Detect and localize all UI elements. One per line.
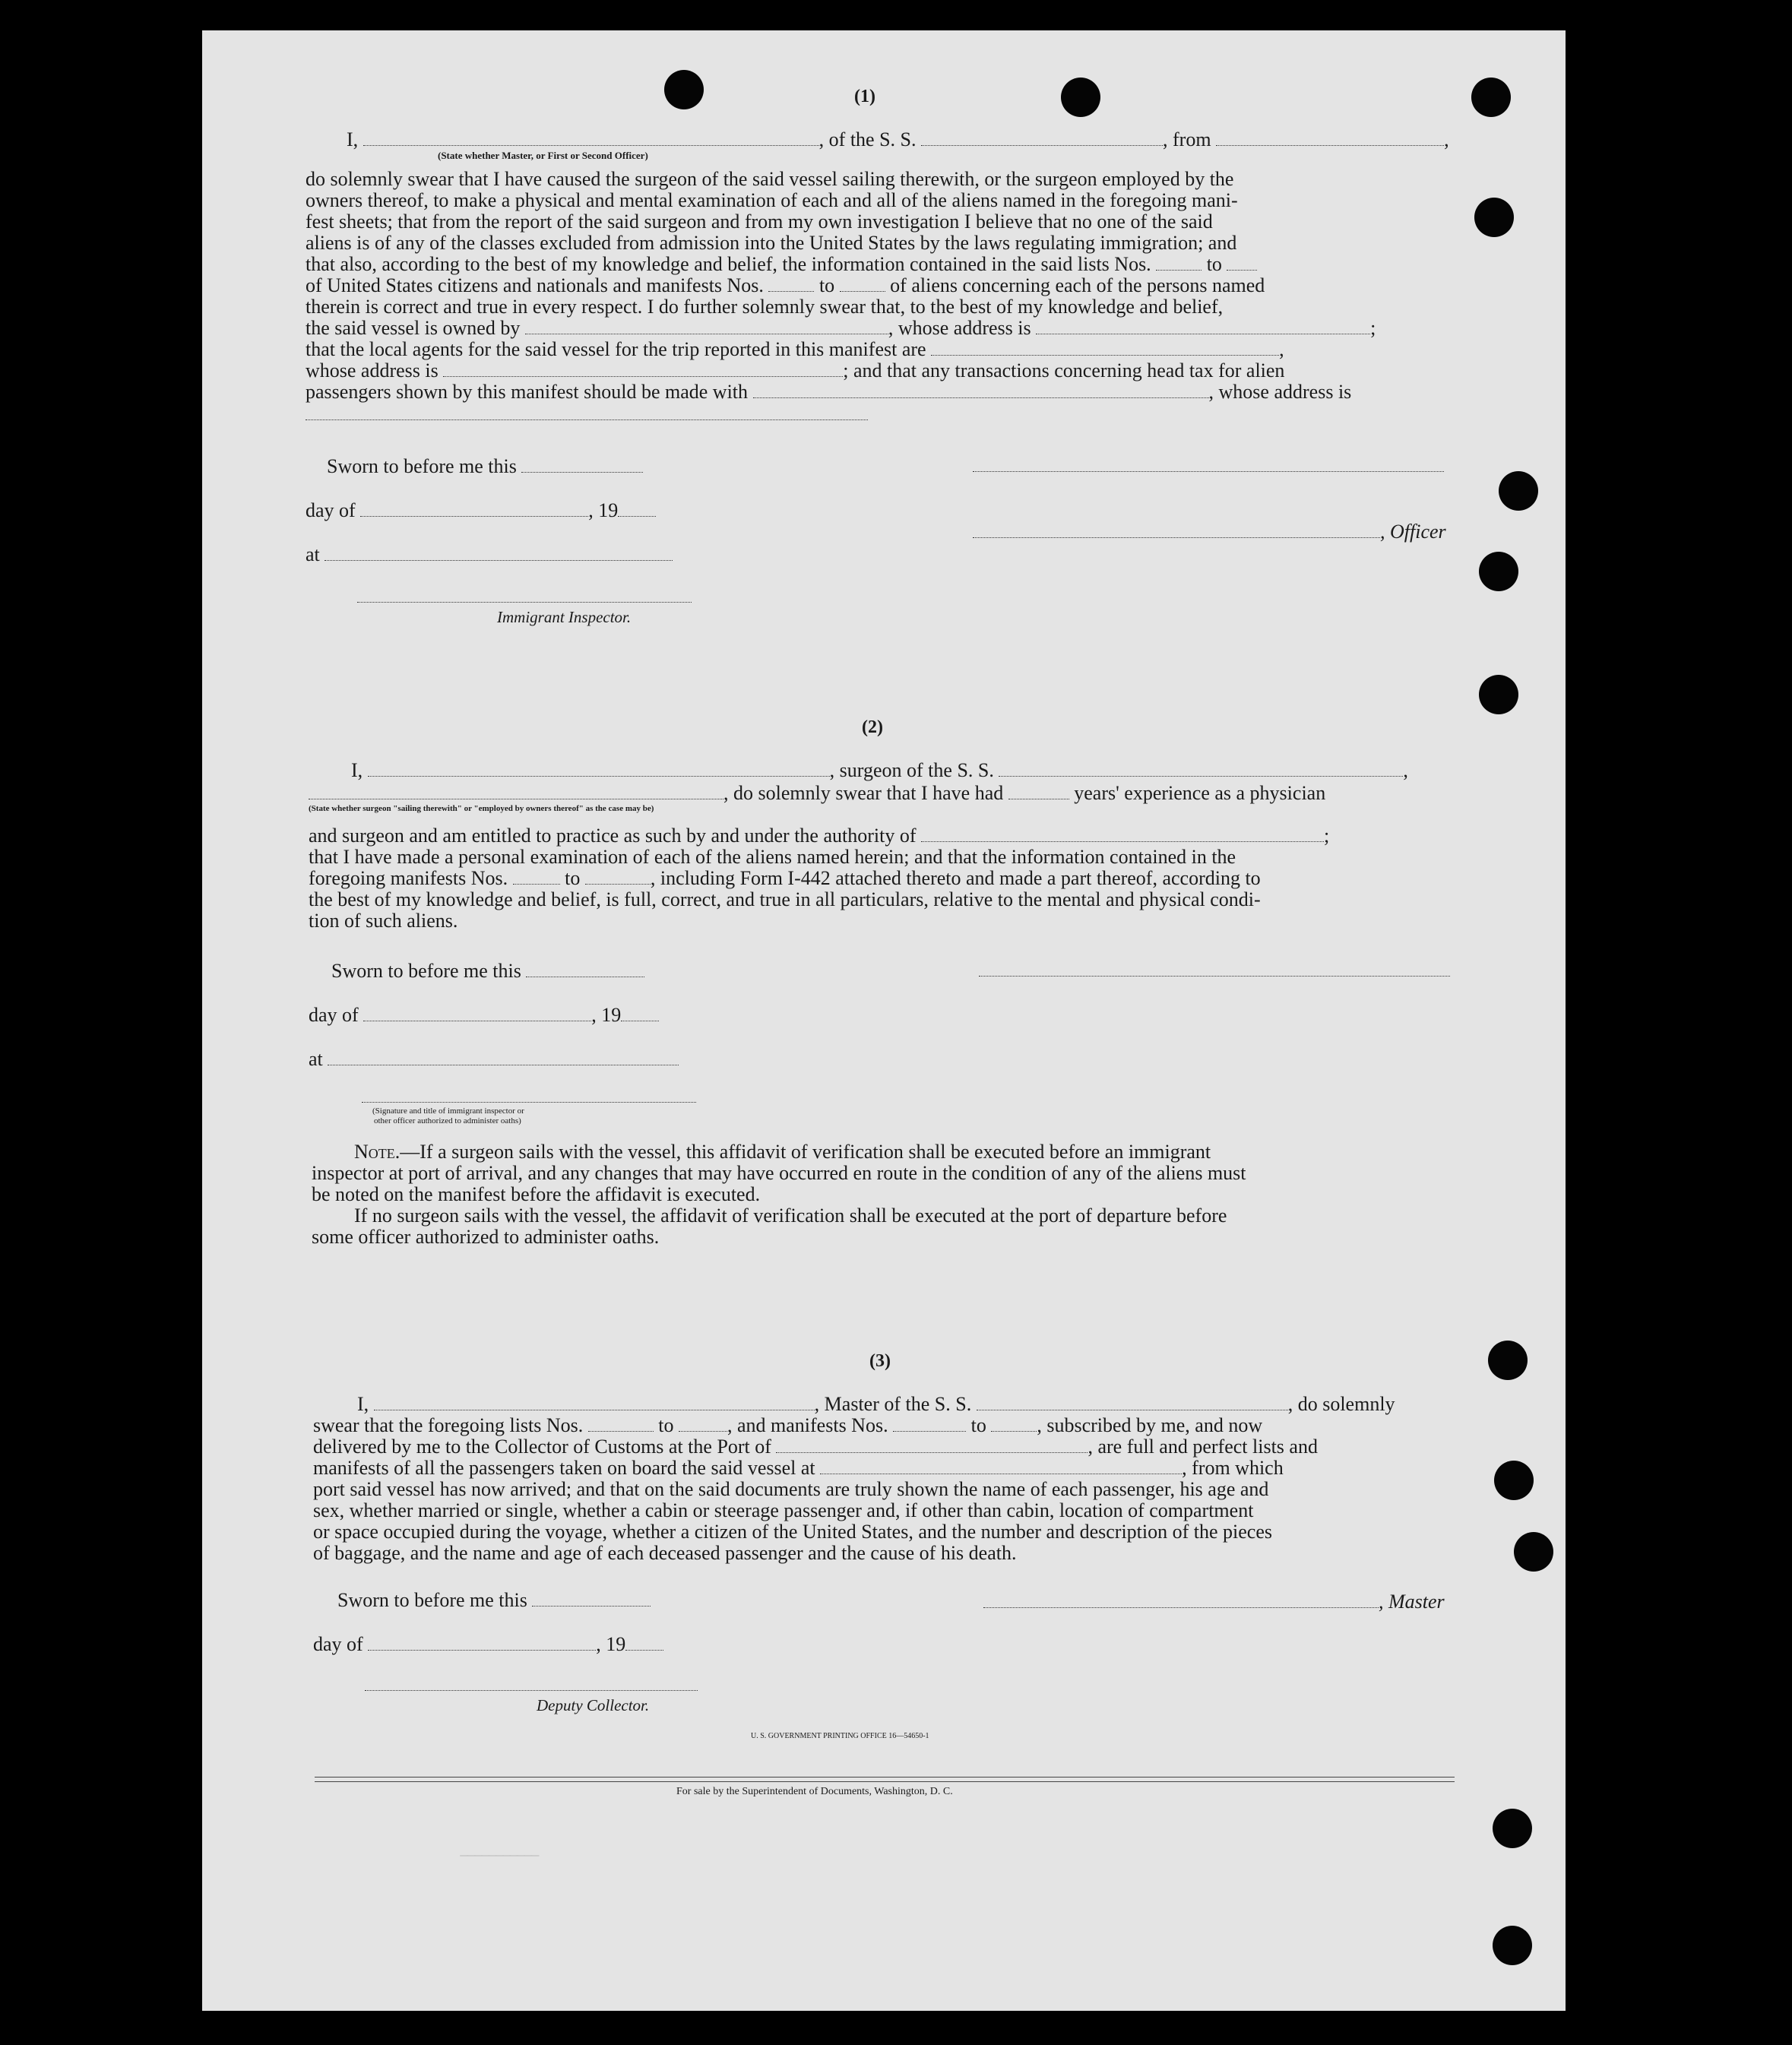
s3-line: delivered by me to the Collector of Customs at the Port of , are full and perfect lists and [313, 1436, 1318, 1458]
day-of-label: day of , 19 [313, 1634, 663, 1655]
note-line: If no surgeon sails with the vessel, the affidavit of verification shall be executed at the port of departure before [354, 1205, 1227, 1227]
s2-line: and surgeon and am entitled to practice as such by and under the authority of ; [309, 825, 1330, 847]
s1-line: passengers shown by this manifest should be made with , whose address is [306, 381, 1352, 403]
note-line: inspector at port of arrival, and any changes that may have occurred en route in the condition of any of the aliens must [312, 1162, 1246, 1184]
s3-line: I, , Master of the S. S. , do solemnly [357, 1393, 1395, 1415]
s1-line: that also, according to the best of my knowledge and belief, the information contained in the said lists Nos. to [306, 254, 1257, 275]
s2-line: foregoing manifests Nos. to , including Form I-442 attached thereto and made a part thereof, according to [309, 867, 1261, 889]
punch-hole [1488, 1341, 1528, 1380]
note-line: some officer authorized to administer oaths. [312, 1226, 660, 1248]
immigrant-inspector-label: Immigrant Inspector. [497, 608, 632, 626]
s1-line: the said vessel is owned by , whose address is ; [306, 317, 1376, 339]
punch-hole [1514, 1532, 1553, 1572]
officer-signature: , Officer [973, 521, 1446, 543]
s3-line: swear that the foregoing lists Nos. to , and manifests Nos. to , subscribed by me, and now [313, 1414, 1263, 1436]
punch-hole [1493, 1809, 1532, 1848]
bleed-through-mark: ‾‾‾‾‾‾‾‾‾‾‾ [461, 1854, 539, 1878]
s1-line: fest sheets; that from the report of the said surgeon and from my own investigation I believe that no one of the said [306, 211, 1213, 233]
form-page [202, 30, 1566, 2011]
punch-hole [1493, 1926, 1532, 1965]
s1-line: do solemnly swear that I have caused the surgeon of the said vessel sailing therewith, or the surgeon employed by the [306, 168, 1234, 190]
punch-hole [1499, 471, 1538, 511]
note-line: Note.—If a surgeon sails with the vessel, this affidavit of verification shall be executed before an immigrant [354, 1141, 1211, 1163]
section-number: (2) [862, 717, 883, 737]
s1-line: whose address is ; and that any transactions concerning head tax for alien [306, 359, 1285, 381]
deputy-collector-label: Deputy Collector. [537, 1696, 650, 1714]
s3-line: sex, whether married or single, whether a cabin or steerage passenger and, if other than cabin, location of compartment [313, 1499, 1254, 1521]
punch-hole [1061, 78, 1100, 117]
s1-line: aliens is of any of the classes excluded from admission into the United States by the laws regulating immigration; and [306, 232, 1237, 254]
sale-notice: For sale by the Superintendent of Documents, Washington, D. C. [676, 1786, 953, 1797]
s1-line: therein is correct and true in every respect. I do further solemnly swear that, to the best of my knowledge and belief, [306, 296, 1224, 318]
signature-note: (Signature and title of immigrant inspector or [372, 1106, 524, 1116]
note-line: be noted on the manifest before the affidavit is executed. [312, 1183, 761, 1205]
state-note: (State whether Master, or First or Second Officer) [438, 150, 648, 161]
s2-line: the best of my knowledge and belief, is full, correct, and true in all particulars, relative to the mental and physical condi- [309, 888, 1261, 910]
punch-hole [1479, 552, 1518, 591]
sworn-label: Sworn to before me this [337, 1590, 651, 1611]
s2-line: that I have made a personal examination of each of the aliens named herein; and that the information contained in the [309, 846, 1236, 868]
punch-hole [1494, 1461, 1534, 1500]
punch-hole [1471, 78, 1511, 117]
s1-first-line: I, , of the S. S. , from , [347, 128, 1449, 150]
sworn-label: Sworn to before me this [327, 456, 643, 477]
punch-hole [1479, 675, 1518, 714]
state-note: (State whether surgeon "sailing therewith" or "employed by owners thereof" as the case may be) [309, 804, 654, 813]
sworn-label: Sworn to before me this [331, 961, 644, 982]
at-label: at [309, 1049, 679, 1070]
signature-note: other officer authorized to administer oaths) [374, 1116, 521, 1125]
s1-line: owners thereof, to make a physical and mental examination of each and all of the aliens named in the foregoing mani- [306, 189, 1238, 211]
s2-second-line: , do solemnly swear that I have had years' experience as a physician [309, 783, 1325, 804]
s3-line: manifests of all the passengers taken on board the said vessel at , from which [313, 1457, 1284, 1479]
section-number: (1) [854, 87, 875, 106]
s2-line: tion of such aliens. [309, 910, 458, 932]
day-of-label: day of , 19 [309, 1005, 659, 1026]
section-number: (3) [869, 1351, 891, 1371]
s1-line: of United States citizens and nationals and manifests Nos. to of aliens concerning each of the persons named [306, 274, 1265, 296]
s3-line: or space occupied during the voyage, whether a citizen of the United States, and the number and description of the pieces [313, 1521, 1273, 1543]
at-label: at [306, 544, 673, 565]
printing-office-imprint: U. S. GOVERNMENT PRINTING OFFICE 16—54650-1 [751, 1732, 929, 1740]
master-signature: , Master [983, 1591, 1445, 1613]
punch-hole [1474, 198, 1514, 237]
s2-first-line: I, , surgeon of the S. S. , [351, 759, 1408, 781]
s3-line: port said vessel has now arrived; and that on the said documents are truly shown the name of each passenger, his age and [313, 1478, 1269, 1500]
s1-line: that the local agents for the said vessel for the trip reported in this manifest are , [306, 338, 1284, 360]
punch-hole [664, 70, 704, 109]
day-of-label: day of , 19 [306, 500, 656, 521]
s3-line: of baggage, and the name and age of each deceased passenger and the cause of his death. [313, 1542, 1017, 1564]
